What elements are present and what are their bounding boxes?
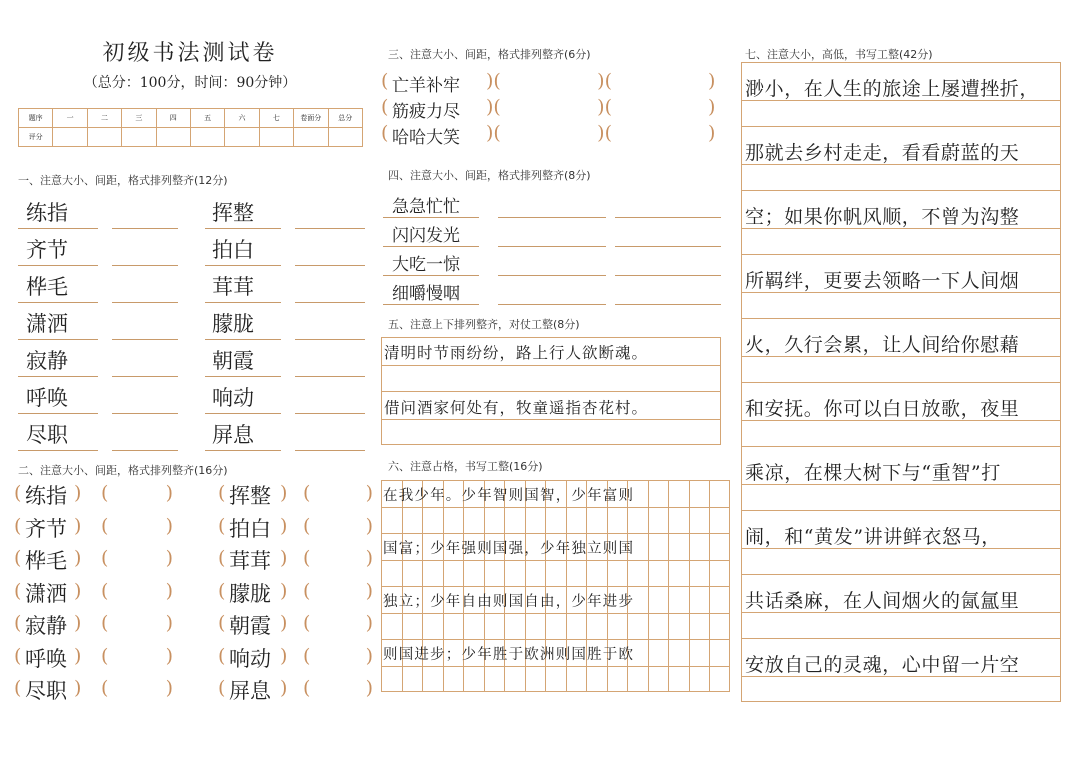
open-paren: (	[218, 612, 226, 634]
practice-word: 朦胧	[212, 312, 254, 336]
open-paren: (	[14, 547, 22, 569]
grid-col-line	[648, 480, 649, 692]
word-underline	[383, 217, 479, 218]
close-paren: )	[280, 644, 288, 667]
word-underline	[205, 450, 281, 451]
score-input-cell[interactable]	[87, 128, 121, 147]
score-table-header-row	[19, 109, 363, 128]
practice-word: 朝霞	[212, 349, 254, 373]
blank-line[interactable]	[295, 339, 365, 340]
open-paren: (	[14, 482, 22, 504]
blank-line[interactable]	[295, 265, 365, 266]
score-cell: 二	[87, 109, 121, 128]
essay-rule	[741, 382, 1061, 383]
idiom: 闪闪发光	[392, 226, 460, 246]
answer-parens[interactable]: ( )	[303, 482, 373, 504]
blank-line[interactable]	[295, 228, 365, 229]
essay-line: 和安抚。你可以白日放歌，夜里	[745, 398, 1020, 420]
section1-heading: 一、注意大小、间距，格式排列整齐(12分)	[18, 174, 228, 187]
open-paren: (	[218, 547, 226, 569]
blank-line[interactable]	[615, 275, 721, 276]
score-cell: 六	[225, 109, 259, 128]
essay-line: 空；如果你帆风顺，不曾为沟整	[745, 206, 1020, 228]
poem-rule	[381, 365, 721, 366]
practice-word: 齐节	[25, 516, 67, 541]
blank-line[interactable]	[615, 217, 721, 218]
score-input-cell[interactable]	[294, 128, 328, 147]
grid-text-line: 独立；少年自由则国自由，少年进步	[383, 594, 635, 610]
word-underline	[18, 413, 98, 414]
answer-parens[interactable]: ( )	[303, 677, 373, 699]
score-cell: 三	[122, 109, 156, 128]
open-paren: (	[14, 612, 22, 634]
word-underline	[205, 339, 281, 340]
close-paren: )	[708, 122, 716, 144]
section6-heading: 六、注意占格，书写工整(16分)	[388, 460, 543, 473]
blank-line[interactable]	[498, 304, 606, 305]
close-paren: )	[74, 644, 82, 667]
close-paren: )	[280, 579, 288, 602]
close-paren: )	[280, 514, 288, 537]
word-underline	[205, 376, 281, 377]
section4-heading: 四、注意大小、间距，格式排列整齐(8分)	[388, 169, 591, 182]
answer-parens[interactable]: ( )	[101, 514, 173, 537]
practice-word: 桦毛	[26, 275, 68, 299]
score-input-cell[interactable]	[225, 128, 259, 147]
word-underline	[18, 265, 98, 266]
close-paren: )	[74, 482, 82, 504]
blank-line[interactable]	[112, 302, 178, 303]
blank-line[interactable]	[112, 265, 178, 266]
blank-line[interactable]	[498, 217, 606, 218]
grid-row-line	[381, 560, 730, 561]
answer-parens[interactable]: ( )	[101, 482, 173, 504]
open-paren: (	[381, 96, 389, 118]
grid-col-line	[689, 480, 690, 692]
essay-rule	[741, 126, 1061, 127]
poem-line-2: 借问酒家何处有，牧童遥指杏花村。	[384, 399, 649, 417]
close-paren: )	[74, 514, 82, 537]
idiom: 细嚼慢咽	[392, 284, 460, 304]
idiom: 急急忙忙	[392, 197, 460, 217]
blank-line[interactable]	[295, 302, 365, 303]
essay-line: 安放自己的灵魂，心中留一片空	[745, 654, 1020, 676]
essay-line: 那就去乡村走走，看看蔚蓝的天	[745, 142, 1020, 164]
essay-rule	[741, 510, 1061, 511]
essay-line: 渺小，在人生的旅途上屡遭挫折，	[745, 78, 1040, 100]
answer-parens[interactable]: ( )	[303, 644, 373, 667]
practice-word: 茸茸	[229, 549, 271, 573]
score-cell: 五	[190, 109, 224, 128]
essay-line: 闹，和“黄发”讲讲鲜衣怒马，	[745, 526, 1001, 548]
word-underline	[18, 450, 98, 451]
close-paren: )	[280, 482, 288, 504]
essay-rule	[741, 446, 1061, 447]
practice-word: 挥整	[229, 484, 271, 508]
blank-line[interactable]	[112, 376, 178, 377]
practice-word: 呼唤	[25, 646, 67, 671]
practice-word: 齐节	[26, 238, 68, 262]
score-input-cell[interactable]	[190, 128, 224, 147]
practice-word: 呼唤	[26, 386, 68, 410]
essay-rule	[741, 254, 1061, 255]
blank-line[interactable]	[615, 246, 721, 247]
practice-word: 尽职	[26, 423, 68, 447]
word-underline	[18, 339, 98, 340]
score-input-cell[interactable]	[259, 128, 293, 147]
score-cell: 四	[156, 109, 190, 128]
section5-heading: 五、注意上下排列整齐，对仗工整(8分)	[388, 318, 580, 331]
practice-word: 响动	[212, 386, 254, 410]
grid-row-line	[381, 533, 730, 534]
score-cell: 总分	[328, 109, 362, 128]
close-paren: )	[74, 677, 82, 699]
idiom: 哈哈大笑	[392, 128, 460, 148]
grid-row-line	[381, 586, 730, 587]
answer-parens[interactable]: )( )(	[486, 96, 612, 118]
practice-word: 挥整	[212, 201, 254, 225]
word-underline	[18, 376, 98, 377]
word-underline	[205, 265, 281, 266]
practice-word: 拍白	[229, 516, 271, 541]
open-paren: (	[381, 122, 389, 144]
blank-line[interactable]	[112, 228, 178, 229]
word-underline	[205, 302, 281, 303]
practice-word: 桦毛	[25, 549, 67, 573]
answer-parens[interactable]: ( )	[101, 644, 173, 667]
close-paren: )	[280, 612, 288, 634]
practice-word: 屏息	[229, 679, 271, 703]
practice-word: 寂静	[26, 349, 68, 373]
page-subtitle: （总分：100分，时间：90分钟）	[83, 75, 297, 91]
close-paren: )	[280, 547, 288, 569]
grid-text-line: 在我少年。少年智则国智，少年富则	[383, 488, 635, 504]
practice-word: 寂静	[25, 614, 67, 638]
word-underline	[18, 228, 98, 229]
grid-text-line: 则国进步；少年胜于欧洲则国胜于欧	[383, 647, 635, 663]
essay-rule	[741, 318, 1061, 319]
practice-word: 响动	[229, 646, 271, 671]
grid-row-line	[381, 613, 730, 614]
answer-parens[interactable]: ( )	[303, 612, 373, 634]
score-cell: 卷面分	[294, 109, 328, 128]
section3-heading: 三、注意大小、间距，格式排列整齐(6分)	[388, 48, 591, 61]
close-paren: )	[708, 96, 716, 118]
open-paren: (	[218, 482, 226, 504]
word-underline	[205, 228, 281, 229]
word-underline	[383, 246, 479, 247]
grid-text-line: 国富；少年强则国强，少年独立则国	[383, 541, 635, 557]
practice-word: 潇洒	[25, 581, 67, 606]
open-paren: (	[218, 677, 226, 699]
score-input-cell[interactable]	[156, 128, 190, 147]
open-paren: (	[14, 579, 22, 602]
score-table-score-row	[19, 128, 363, 147]
grid-row-line	[381, 666, 730, 667]
word-underline	[18, 302, 98, 303]
idiom: 亡羊补牢	[392, 76, 460, 96]
essay-rule	[741, 638, 1061, 639]
close-paren: )	[74, 612, 82, 634]
close-paren: )	[708, 70, 716, 92]
section2-heading: 二、注意大小、间距，格式排列整齐(16分)	[18, 464, 228, 477]
score-cell: 题序	[19, 109, 53, 128]
open-paren: (	[14, 644, 22, 667]
essay-line: 所羁绊，更要去领略一下人间烟	[745, 270, 1020, 292]
practice-word: 屏息	[212, 423, 254, 447]
score-cell: 一	[53, 109, 87, 128]
word-underline	[383, 275, 479, 276]
answer-parens[interactable]: ( )	[101, 547, 173, 569]
open-paren: (	[218, 579, 226, 602]
word-underline	[205, 413, 281, 414]
page-title: 初级书法测试卷	[102, 41, 278, 66]
poem-rule	[381, 391, 721, 392]
answer-parens[interactable]: ( )	[101, 612, 173, 634]
open-paren: (	[14, 514, 22, 537]
close-paren: )	[280, 677, 288, 699]
open-paren: (	[14, 677, 22, 699]
blank-line[interactable]	[112, 450, 178, 451]
practice-word: 尽职	[25, 679, 67, 703]
score-cell: 七	[259, 109, 293, 128]
blank-line[interactable]	[498, 246, 606, 247]
open-paren: (	[218, 514, 226, 537]
grid-col-line	[709, 480, 710, 692]
answer-parens[interactable]: ( )	[303, 579, 373, 602]
grid-row-line	[381, 507, 730, 508]
close-paren: )	[74, 579, 82, 602]
score-input-cell[interactable]	[53, 128, 87, 147]
close-paren: )	[74, 547, 82, 569]
answer-parens[interactable]: ( )	[303, 547, 373, 569]
blank-line[interactable]	[295, 413, 365, 414]
practice-word: 拍白	[212, 238, 254, 262]
blank-line[interactable]	[112, 413, 178, 414]
idiom: 大吃一惊	[392, 255, 460, 275]
essay-line: 共话桑麻，在人间烟火的氤氲里	[745, 590, 1020, 612]
answer-parens[interactable]: ( )	[101, 677, 173, 699]
blank-line[interactable]	[295, 450, 365, 451]
essay-line: 乘凉，在棵大树下与“重智”打	[745, 462, 1001, 484]
practice-word: 练指	[25, 484, 67, 508]
poem-rule	[381, 419, 721, 420]
score-cell: 评分	[19, 128, 53, 147]
essay-rule	[741, 574, 1061, 575]
answer-parens[interactable]: )( )(	[486, 70, 612, 92]
score-input-cell[interactable]	[122, 128, 156, 147]
grid-row-line	[381, 639, 730, 640]
word-underline	[383, 304, 479, 305]
score-table	[18, 108, 363, 147]
idiom: 筋疲力尽	[392, 102, 460, 122]
grid-col-line	[668, 480, 669, 692]
answer-parens[interactable]: ( )	[101, 579, 173, 602]
blank-line[interactable]	[498, 275, 606, 276]
practice-word: 茸茸	[212, 275, 254, 299]
practice-word: 朦胧	[229, 581, 271, 606]
answer-parens[interactable]: )( )(	[486, 122, 612, 144]
blank-line[interactable]	[112, 339, 178, 340]
essay-rule	[741, 190, 1061, 191]
open-paren: (	[218, 644, 226, 667]
practice-word: 朝霞	[229, 614, 271, 638]
answer-parens[interactable]: ( )	[303, 514, 373, 537]
blank-line[interactable]	[615, 304, 721, 305]
poem-line-1: 清明时节雨纷纷，路上行人欲断魂。	[384, 344, 649, 362]
practice-word: 潇洒	[26, 312, 68, 336]
practice-word: 练指	[26, 201, 68, 225]
blank-line[interactable]	[295, 376, 365, 377]
score-input-cell[interactable]	[328, 128, 362, 147]
open-paren: (	[381, 70, 389, 92]
essay-line: 火，久行会累，让人间给你慰藉	[745, 334, 1020, 356]
section7-heading: 七、注意大小，高低，书写工整(42分)	[745, 48, 933, 61]
